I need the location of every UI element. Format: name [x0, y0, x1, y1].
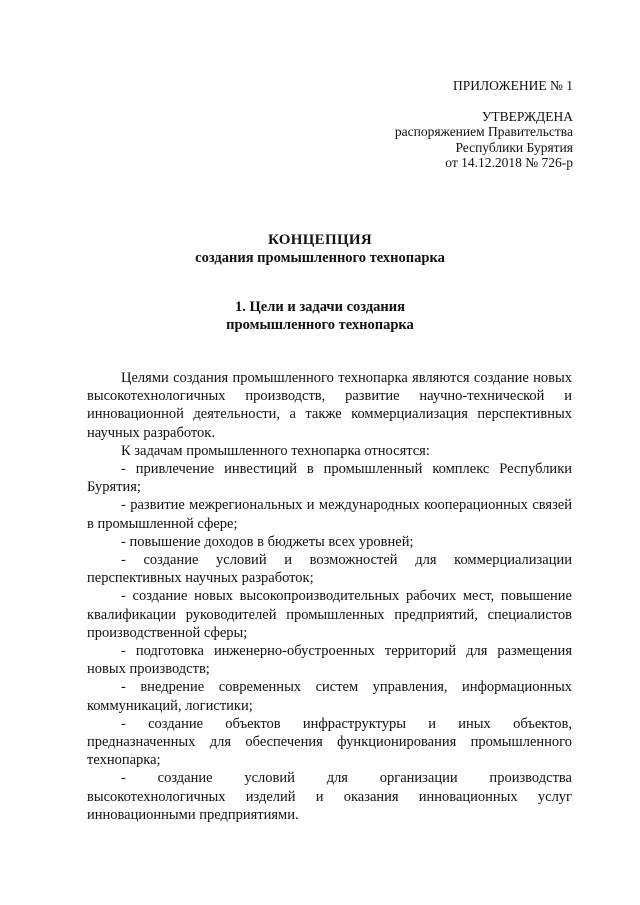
list-item: - привлечение инвестиций в промышленный комплекс Республики Бурятия; [87, 461, 572, 496]
list-item: - создание новых высокопроизводительных рабочих мест, повышение квалификации руководителей промышленных предприятий, специалистов производственной сферы; [87, 588, 572, 641]
paragraph: Целями создания промышленного технопарка являются создание новых высокотехнологичных производств, развитие научно-технической и инновационной деятельности, а также коммерциализация перспективных научных разработок. [87, 370, 572, 441]
appendix-label: ПРИЛОЖЕНИЕ № 1 [452, 78, 573, 93]
body-text [87, 369, 572, 824]
approved-label: УТВЕРЖДЕНА [481, 108, 573, 124]
document-title: КОНЦЕПЦИЯ [267, 232, 373, 248]
section-heading-line-1: 1. Цели и задачи создания [235, 299, 405, 315]
paragraph: К задачам промышленного технопарка относятся: [121, 442, 430, 459]
list-item: - создание условий и возможностей для коммерциализации перспективных научных разработок; [87, 552, 572, 587]
list-item: - создание объектов инфраструктуры и иных объектов, предназначенных для обеспечения функционирования промышленного технопарка; [87, 715, 572, 769]
list-item: - внедрение современных систем управления, информационных коммуникаций, логистики; [87, 679, 572, 714]
approval-authority: распоряжением Правительства [394, 124, 573, 139]
approval-republic: Республики Бурятия [455, 139, 573, 155]
document-title-block [0, 231, 640, 267]
section-heading-line-2: промышленного технопарка [226, 317, 414, 333]
section-heading [0, 298, 640, 334]
approval-date-number: от 14.12.2018 № 726-р [445, 155, 573, 170]
list-item: - повышение доходов в бюджеты всех уровней; [121, 533, 414, 550]
list-item: - развитие межрегиональных и международных кооперационных связей в промышленной сфере; [87, 497, 572, 532]
approval-header [395, 78, 573, 171]
list-item: - создание условий для организации производства высокотехнологичных изделий и оказания инновационных услуг инновационными предприятиями. [87, 770, 572, 823]
document-subtitle: создания промышленного технопарка [195, 250, 445, 266]
list-item: - подготовка инженерно-обустроенных территорий для размещения новых производств; [87, 643, 572, 678]
